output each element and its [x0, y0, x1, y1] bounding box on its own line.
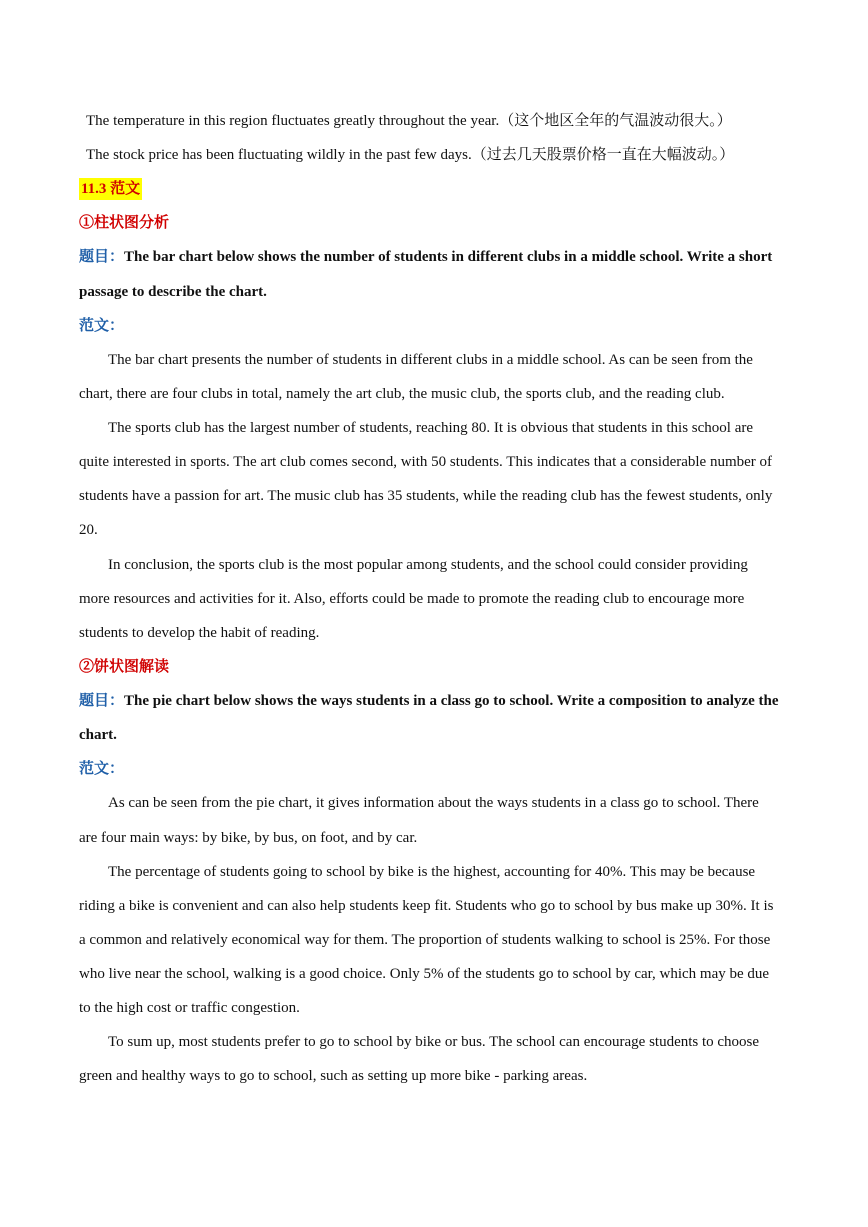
bar-chart-prompt-cont: passage to describe the chart. — [79, 284, 267, 300]
paragraph-line: quite interested in sports. The art club comes second, with 50 students. This indicates that a considerable number of — [79, 454, 773, 470]
paragraph-line: 20. — [79, 522, 98, 538]
paragraph-line: are four main ways: by bike, by bus, on foot, and by car. — [79, 830, 418, 846]
pie-chart-prompt-cont: chart. — [79, 727, 117, 743]
bar-chart-heading: ①柱状图分析 — [79, 215, 170, 231]
paragraph-line: In conclusion, the sports club is the most popular among students, and the school could consider providing — [108, 557, 748, 573]
paragraph-line: As can be seen from the pie chart, it gives information about the ways students in a class go to school. There — [108, 795, 759, 811]
pie-chart-heading: ②饼状图解读 — [79, 659, 170, 675]
bar-chart-prompt — [79, 247, 772, 267]
paragraph-line: a common and relatively economical way for them. The proportion of students walking to school is 25%. For those — [79, 932, 771, 948]
paragraph-line: The bar chart presents the number of students in different clubs in a middle school. As can be seen from the — [108, 352, 753, 368]
paragraph-line: more resources and activities for it. Also, efforts could be made to promote the reading club to encourage more — [79, 591, 745, 607]
example-sentence-2: The stock price has been fluctuating wildly in the past few days.（过去几天股票价格一直在大幅波动。） — [86, 147, 735, 163]
paragraph-line: chart, there are four clubs in total, namely the art club, the music club, the sports club, and the reading club. — [79, 386, 725, 402]
paragraph-line: to the high cost or traffic congestion. — [79, 1000, 300, 1016]
prompt-label: 题目： — [79, 249, 125, 265]
prompt-text: The pie chart below shows the ways students in a class go to school. Write a composition to analyze the — [124, 693, 779, 709]
section-title: 11.3 范文 — [79, 178, 142, 200]
paragraph-line: who live near the school, walking is a good choice. Only 5% of the students go to school by car, which may be due — [79, 966, 770, 982]
prompt-label: 题目： — [79, 693, 125, 709]
paragraph-line: green and healthy ways to go to school, such as setting up more bike - parking areas. — [79, 1068, 588, 1084]
paragraph-line: riding a bike is convenient and can also help students keep fit. Students who go to school by bus make up 30%. It is — [79, 898, 774, 914]
paragraph-line: The percentage of students going to school by bike is the highest, accounting for 40%. This may be because — [108, 864, 756, 880]
paragraph-line: To sum up, most students prefer to go to school by bike or bus. The school can encourage students to choose — [108, 1034, 760, 1050]
prompt-text: The bar chart below shows the number of students in different clubs in a middle school. Write a short — [124, 249, 773, 265]
paragraph-line: The sports club has the largest number of students, reaching 80. It is obvious that students in this school are — [108, 420, 754, 436]
paragraph-line: students have a passion for art. The music club has 35 students, while the reading club has the fewest students, only — [79, 488, 773, 504]
pie-chart-prompt — [79, 691, 778, 711]
pie-chart-answer-label: 范文： — [79, 761, 125, 777]
example-sentence-1: The temperature in this region fluctuates greatly throughout the year.（这个地区全年的气温波动很大。） — [86, 113, 732, 129]
paragraph-line: students to develop the habit of reading. — [79, 625, 320, 641]
bar-chart-answer-label: 范文： — [79, 318, 125, 334]
